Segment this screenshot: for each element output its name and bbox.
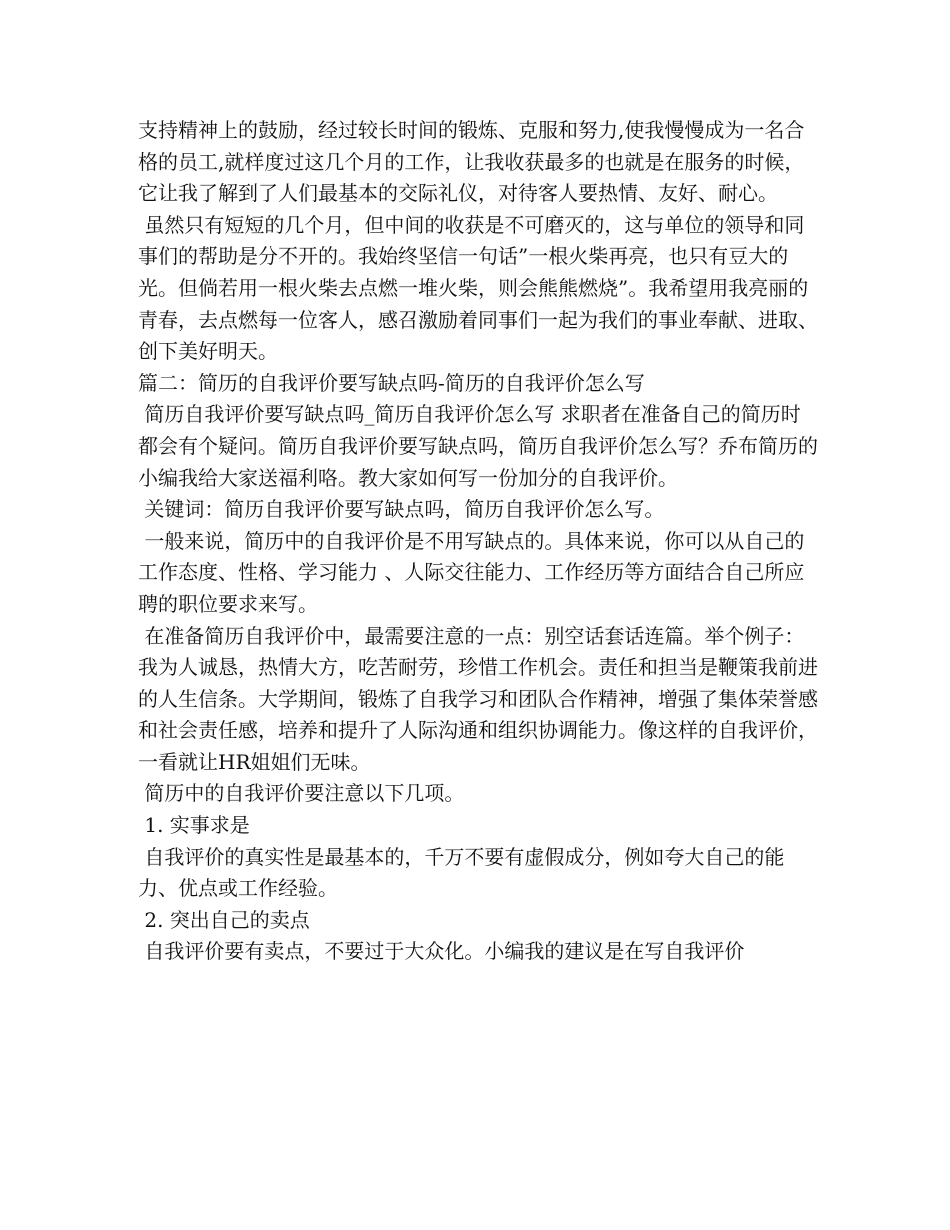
document-body <box>138 115 818 968</box>
paragraph-notes: 简历中的自我评价要注意以下几项。 <box>138 781 465 806</box>
paragraph-general: 一般来说，简历中的自我评价是不用写缺点的。具体来说，你可以从自己的工作态度、性格、学习能力 、人际交往能力、工作经历等方面结合自己所应聘的职位要求来写。 <box>138 528 805 616</box>
paragraph-selling-point: 自我评价要有卖点，不要过于大众化。小编我的建议是在写自我评价 <box>138 939 745 964</box>
paragraph-example: 在准备简历自我评价中，最需要注意的一点：别空话套话连篇。举个例子：我为人诚恳，热情大方，吃苦耐劳，珍惜工作机会。责任和担当是鞭策我前进的人生信条。大学期间，锻炼了自我学习和团队合作精神，增强了集体荣誉感和社会责任感，培养和提升了人际沟通和组织协调能力。像这样的自我评价，一看就让HR姐姐们无味。 <box>138 623 818 774</box>
paragraph-keywords: 关键词：简历自我评价要写缺点吗，简历自我评价怎么写。 <box>138 497 665 522</box>
paragraph-continuation: 支持精神上的鼓励，经过较长时间的锻炼、克服和努力,使我慢慢成为一名合格的员工,就样度过这几个月的工作，让我收获最多的也就是在服务的时候，它让我了解到了人们最基本的交际礼仪，对待客人要热情、友好、耐心。 <box>138 118 805 206</box>
list-item-heading: 1. 实事求是 <box>138 813 250 838</box>
list-item-heading: 2. 突出自己的卖点 <box>138 907 310 932</box>
paragraph-intro: 简历自我评价要写缺点吗_简历自我评价怎么写 求职者在准备自己的简历时都会有个疑问。简历自我评价要写缺点吗，简历自我评价怎么写？乔布简历的小编我给大家送福利咯。教大家如何写一份加分的自我评价。 <box>138 402 818 490</box>
paragraph-truthful: 自我评价的真实性是最基本的，千万不要有虚假成分，例如夸大自己的能力、优点或工作经验。 <box>138 844 785 901</box>
section-heading: 篇二：简历的自我评价要写缺点吗-简历的自我评价怎么写 <box>138 370 645 395</box>
paragraph-harvest: 虽然只有短短的几个月，但中间的收获是不可磨灭的，这与单位的领导和同事们的帮助是分不开的。我始终坚信一句话”一根火柴再亮，也只有豆大的光。但倘若用一根火柴去点燃一堆火柴，则会熊熊燃烧”。我希望用我亮丽的青春，去点燃每一位客人，感召激励着同事们一起为我们的事业奉献、进取、创下美好明天。 <box>138 212 818 364</box>
